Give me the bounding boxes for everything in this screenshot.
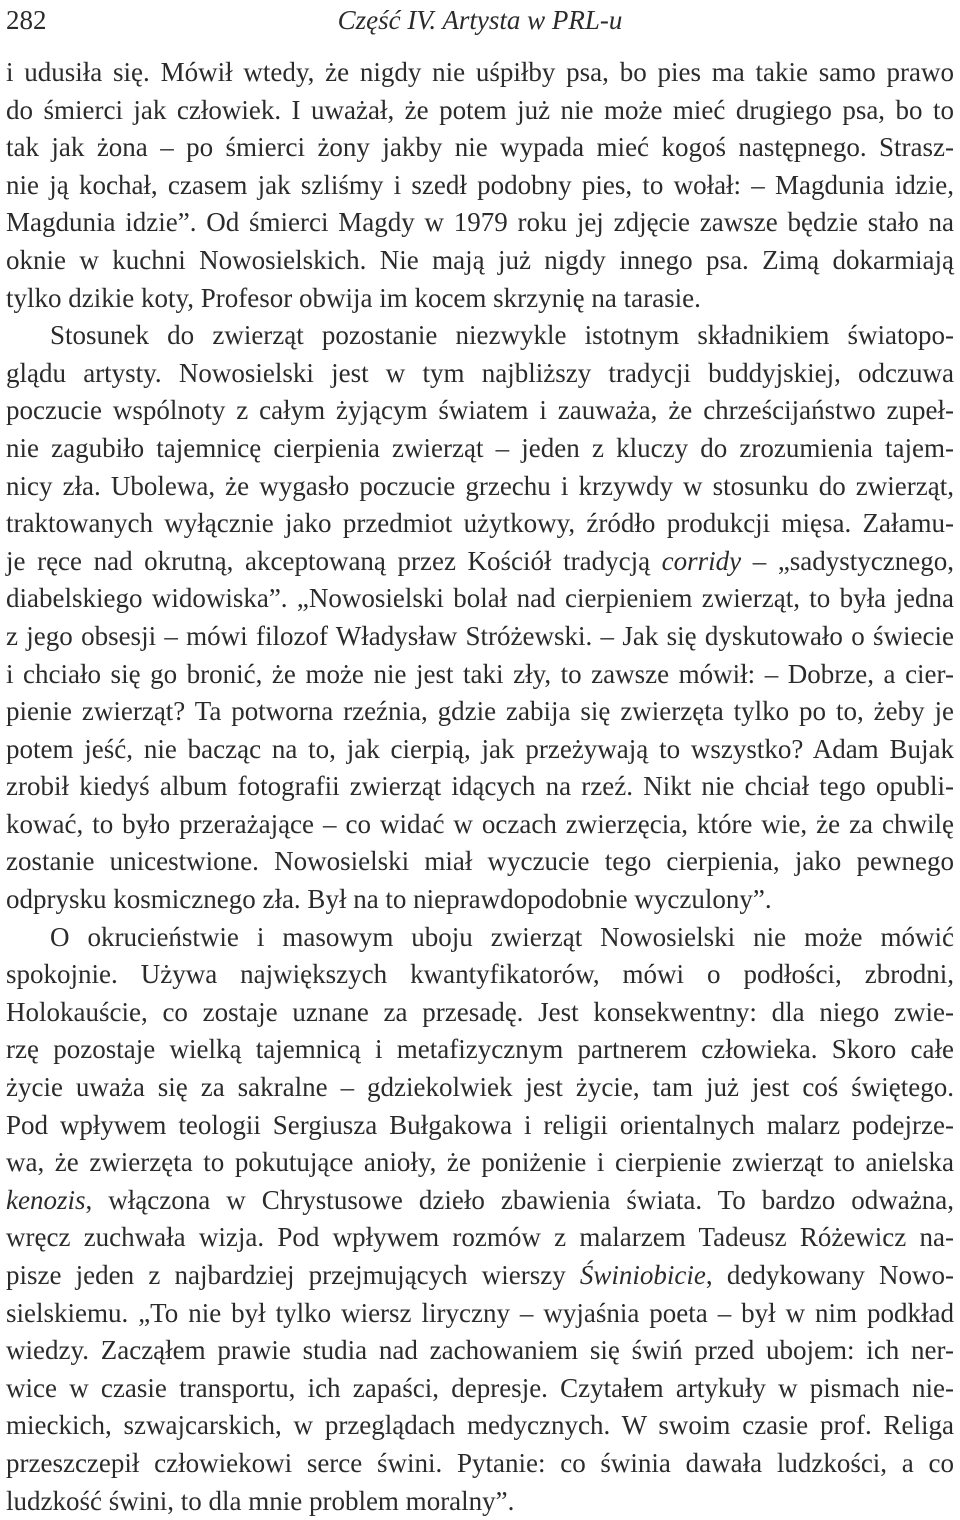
text-line: wice w czasie transportu, ich zapaści, depresje. Czytałem artykuły w pismach nie-	[6, 1372, 954, 1403]
text-line: tylko dzikie koty, Profesor obwija im kocem skrzynię na tarasie.	[6, 282, 701, 313]
text-line: je ręce nad okrutną, akceptowaną przez Kościół tradycją corridy – „sadystycznego,	[6, 545, 955, 576]
text-line: zostanie unicestwione. Nowosielski miał wyczucie tego cierpienia, jako pewnego	[6, 846, 954, 877]
text-line: Pod wpływem teologii Sergiusza Bułgakowa i religii orientalnych malarz podejrze-	[6, 1109, 954, 1140]
text-line: sielskiemu. „To nie był tylko wiersz liryczny – wyjaśnia poeta – był w nim podkład	[6, 1297, 954, 1328]
text-line: wa, że zwierzęta to pokutujące anioły, że poniżenie i cierpienie zwierząt to anielska	[6, 1147, 954, 1178]
text-line: traktowanych wyłącznie jako przedmiot użytkowy, źródło produkcji mięsa. Załamu-	[6, 508, 954, 539]
text-line: do śmierci jak człowiek. I uważał, że potem już nie może mieć drugiego psa, bo to	[6, 94, 954, 125]
text-line: rzę pozostaje wielką tajemnicą i metafizycznym partnerem człowieka. Skoro całe	[6, 1034, 954, 1065]
text-line: mieckich, szwajcarskich, w przeglądach medycznych. W swoim czasie prof. Religa	[6, 1410, 954, 1441]
running-head	[6, 2, 954, 38]
italic-term: corridy	[661, 545, 742, 576]
text-line: nie ją kochał, czasem jak szliśmy i szedł podobny pies, to wołał: – Magdunia idzie,	[6, 169, 954, 200]
text-line: Holokauście, co zostaje uznane za przesadę. Jest konsekwentny: dla niego zwie-	[6, 996, 954, 1027]
running-title: Część IV. Artysta w PRL-u	[337, 5, 623, 35]
body-text	[6, 54, 954, 1520]
text-line: oknie w kuchni Nowosielskich. Nie mają już nigdy innego psa. Zimą dokarmiają	[6, 244, 954, 275]
text-line: ludzkość świni, to dla mnie problem moralny”.	[6, 1485, 515, 1516]
text-line: i udusiła się. Mówił wtedy, że nigdy nie uśpiłby psa, bo pies ma takie samo prawo	[6, 57, 954, 87]
text-line: diabelskiego widowiska”. „Nowosielski bolał nad cierpieniem zwierząt, to była jedna	[6, 583, 954, 614]
text-line: przeszczepił człowiekowi serce świni. Pytanie: co świnia dawała ludzkości, a co	[6, 1447, 954, 1478]
text-line: Stosunek do zwierząt pozostanie niezwykle istotnym składnikiem światopo-	[50, 320, 954, 351]
text-line: pienie zwierząt? Ta potworna rzeźnia, gdzie zabija się zwierzęta tylko po to, żeby je	[6, 696, 954, 727]
text-line: poczucie wspólnoty z całym żyjącym światem i zauważa, że chrześcijaństwo zupeł-	[6, 395, 954, 426]
text-line: z jego obsesji – mówi filozof Władysław Stróżewski. – Jak się dyskutowało o świecie	[6, 620, 954, 651]
text-line: glądu artysty. Nowosielski jest w tym najbliższy tradycji buddyjskiej, odczuwa	[6, 357, 954, 388]
page-number: 282	[6, 5, 47, 35]
text-line: i chciało się go bronić, że może nie jest taki zły, to zawsze mówił: – Dobrze, a cier-	[6, 658, 954, 689]
text-line: pisze jeden z najbardziej przejmujących wierszy Świniobicie, dedykowany Nowo-	[6, 1260, 954, 1290]
text-line: kenozis, włączona w Chrystusowe dzieło zbawienia świata. To bardzo odważna,	[6, 1184, 954, 1215]
text-line: zrobił kiedyś album fotografii zwierząt idących na rzeź. Nikt nie chciał tego opubli-	[6, 771, 954, 802]
text-line: odprysku kosmicznego zła. Był na to nieprawdopodobnie wyczulony”.	[6, 884, 772, 915]
italic-term: kenozis	[6, 1184, 86, 1215]
text-line: kować, to było przerażające – co widać w oczach zwierzęcia, które wie, że za chwilę	[6, 808, 954, 839]
text-line: O okrucieństwie i masowym uboju zwierząt Nowosielski nie może mówić	[50, 921, 954, 952]
text-line: wiedzy. Zacząłem prawie studia nad zachowaniem się świń przed ubojem: ich ner-	[6, 1335, 954, 1366]
italic-title: Świniobicie	[579, 1260, 706, 1290]
text-line: Magdunia idzie”. Od śmierci Magdy w 1979 roku jej zdjęcie zawsze będzie stało na	[6, 207, 954, 238]
text-line: wręcz zuchwała wizja. Pod wpływem rozmów z malarzem Tadeusz Różewicz na-	[6, 1222, 954, 1253]
text-line: życie uważa się za sakralne – gdziekolwiek jest życie, tam już jest coś świętego.	[6, 1072, 954, 1103]
text-line: nicy zła. Ubolewa, że wygasło poczucie grzechu i krzywdy w stosunku do zwierząt,	[6, 470, 954, 501]
text-line: nie zagubiło tajemnicę cierpienia zwierząt – jeden z kluczy do zrozumienia tajem-	[6, 432, 954, 463]
text-line: spokojnie. Używa największych kwantyfikatorów, mówi o podłości, zbrodni,	[6, 959, 954, 990]
text-line: tak jak żona – po śmierci żony jakby nie wypada mieć kogoś następnego. Strasz-	[6, 132, 954, 163]
text-line: potem jeść, nie bacząc na to, jak cierpią, jak przeżywają to wszystko? Adam Bujak	[6, 733, 954, 764]
